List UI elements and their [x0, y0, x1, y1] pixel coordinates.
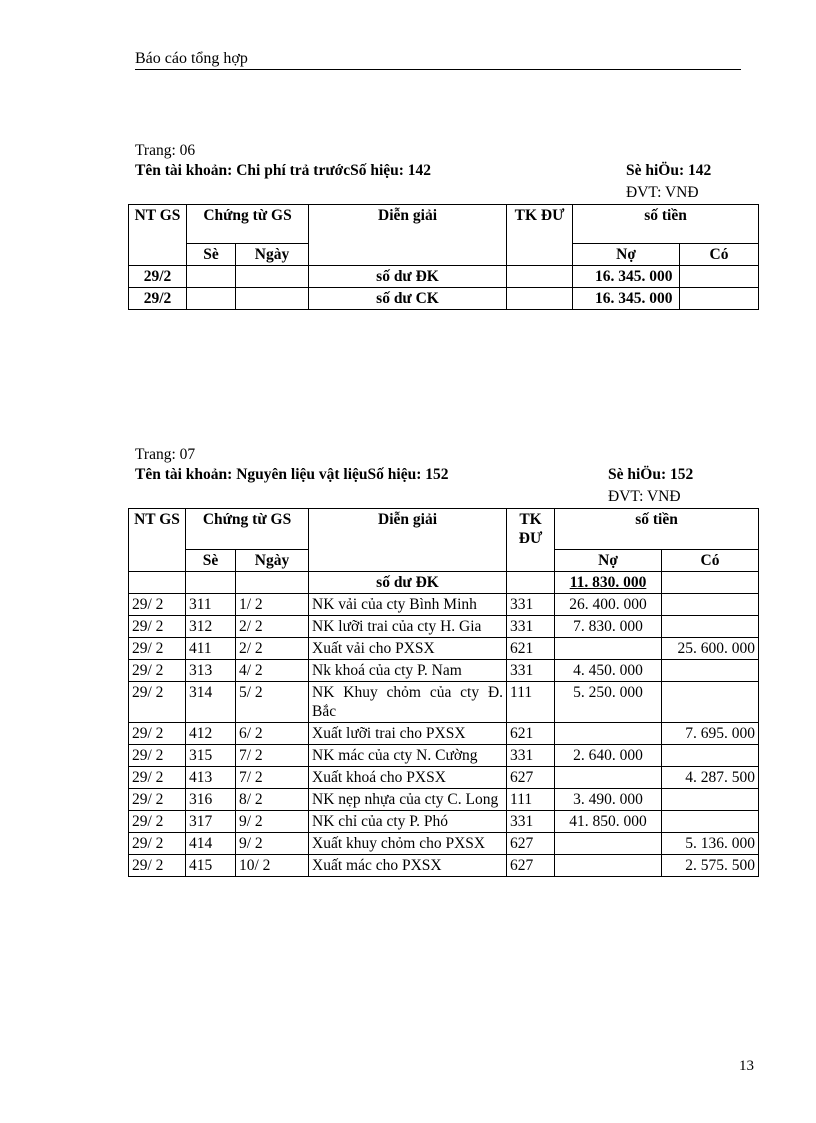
cell-co	[662, 659, 759, 681]
cell-tk: 621	[507, 637, 555, 659]
cell-dien-giai: Nk khoá của cty P. Nam	[309, 659, 507, 681]
ledger2-header-nt: NT GS	[129, 509, 186, 550]
ledger2-header-no: Nợ	[555, 549, 662, 571]
ledger1-account-code: Sè hiÖu: 142	[626, 162, 712, 179]
cell-dien-giai: Xuất mác cho PXSX	[309, 854, 507, 876]
cell-co	[680, 288, 759, 310]
cell-no: 4. 450. 000	[555, 659, 662, 681]
cell-tk: 111	[507, 681, 555, 722]
cell-nt: 29/ 2	[129, 681, 186, 722]
cell-no: 16. 345. 000	[573, 288, 680, 310]
ledger2-header-tk: TK ĐƯ	[507, 509, 555, 550]
cell-no	[555, 722, 662, 744]
cell-dien-giai: NK chỉ của cty P. Phó	[309, 810, 507, 832]
cell-ngay: 8/ 2	[236, 788, 309, 810]
cell-dien-giai: Xuất lưỡi trai cho PXSX	[309, 722, 507, 744]
cell-ngay: 10/ 2	[236, 854, 309, 876]
cell-so: 415	[186, 854, 236, 876]
ledger2-header-chungtu: Chứng từ GS	[186, 509, 309, 550]
cell-no	[555, 854, 662, 876]
table-row	[129, 744, 759, 766]
table-row	[129, 637, 759, 659]
cell-co	[662, 788, 759, 810]
ledger2-header-ngay: Ngày	[236, 549, 309, 571]
cell-dien-giai: số dư CK	[309, 288, 507, 310]
table-row	[129, 810, 759, 832]
cell-nt: 29/ 2	[129, 637, 186, 659]
cell-tk: 331	[507, 593, 555, 615]
cell-co: 4. 287. 500	[662, 766, 759, 788]
ledger2-header-nt-cont	[129, 549, 186, 571]
cell-dien-giai: NK mác của cty N. Cường	[309, 744, 507, 766]
cell-ngay: 2/ 2	[236, 637, 309, 659]
cell-no: 26. 400. 000	[555, 593, 662, 615]
cell-nt: 29/ 2	[129, 659, 186, 681]
cell-ngay: 9/ 2	[236, 832, 309, 854]
cell-nt: 29/ 2	[129, 810, 186, 832]
cell-no: 2. 640. 000	[555, 744, 662, 766]
cell-tk: 621	[507, 722, 555, 744]
ledger1-account-line: Tên tài khoản: Chi phí trả trướcSố hiệu: 142	[135, 162, 432, 179]
ledger2-table	[128, 508, 759, 877]
ledger2-account-code: Sè hiÖu: 152	[608, 466, 694, 483]
cell-co	[662, 615, 759, 637]
cell-co	[662, 681, 759, 722]
table-row	[129, 788, 759, 810]
cell-so: 316	[186, 788, 236, 810]
ledger2-header-tk-cont	[507, 549, 555, 571]
table-row	[129, 766, 759, 788]
cell-ngay: 9/ 2	[236, 810, 309, 832]
cell-dien-giai: NK vải của cty Bình Minh	[309, 593, 507, 615]
cell-so: 312	[186, 615, 236, 637]
ledger2-header-so: Sè	[186, 549, 236, 571]
ledger2-body	[129, 593, 759, 876]
ledger2-header-co: Có	[662, 549, 759, 571]
cell-dien-giai: Xuất khuy chỏm cho PXSX	[309, 832, 507, 854]
cell-ngay: 1/ 2	[236, 593, 309, 615]
cell-so: 414	[186, 832, 236, 854]
ledger1-header-nt: NT GS	[129, 205, 187, 266]
ledger1-header-no: Nợ	[573, 244, 680, 266]
cell-nt: 29/2	[129, 288, 187, 310]
cell-dien-giai: NK Khuy chỏm của cty Đ. Bắc	[309, 681, 507, 722]
cell-tk	[507, 266, 573, 288]
cell-dien-giai: số dư ĐK	[309, 571, 507, 593]
cell-ngay: 7/ 2	[236, 744, 309, 766]
cell-tk: 331	[507, 810, 555, 832]
cell-co: 25. 600. 000	[662, 637, 759, 659]
cell-ngay: 5/ 2	[236, 681, 309, 722]
ledger1-table	[128, 204, 759, 310]
cell-so: 315	[186, 744, 236, 766]
cell-tk: 627	[507, 766, 555, 788]
cell-nt: 29/ 2	[129, 766, 186, 788]
cell-ngay: 2/ 2	[236, 615, 309, 637]
cell-so: 311	[186, 593, 236, 615]
cell-nt: 29/ 2	[129, 722, 186, 744]
cell-nt: 29/ 2	[129, 854, 186, 876]
cell-no: 11. 830. 000	[555, 571, 662, 593]
cell-dien-giai: NK nẹp nhựa của cty C. Long	[309, 788, 507, 810]
cell-co	[662, 593, 759, 615]
cell-no: 41. 850. 000	[555, 810, 662, 832]
cell-nt: 29/2	[129, 266, 187, 288]
cell-ngay: 7/ 2	[236, 766, 309, 788]
cell-nt: 29/ 2	[129, 615, 186, 637]
cell-tk: 627	[507, 854, 555, 876]
cell-no	[555, 832, 662, 854]
ledger2-unit: ĐVT: VNĐ	[608, 488, 681, 505]
ledger1-header-chungtu: Chứng từ GS	[187, 205, 309, 244]
cell-so: 314	[186, 681, 236, 722]
cell-nt: 29/ 2	[129, 744, 186, 766]
cell-so	[187, 288, 236, 310]
ledger1-header-sotien: số tiền	[573, 205, 759, 244]
cell-co	[680, 266, 759, 288]
table-row	[129, 832, 759, 854]
ledger1-header-tk: TK ĐƯ	[507, 205, 573, 266]
ledger2-page-label: Trang: 07	[135, 446, 196, 463]
ledger1-header-so: Sè	[187, 244, 236, 266]
cell-tk	[507, 288, 573, 310]
cell-nt: 29/ 2	[129, 788, 186, 810]
cell-no: 16. 345. 000	[573, 266, 680, 288]
ledger1-header-co: Có	[680, 244, 759, 266]
cell-co: 5. 136. 000	[662, 832, 759, 854]
cell-so: 317	[186, 810, 236, 832]
cell-no: 3. 490. 000	[555, 788, 662, 810]
cell-so	[187, 266, 236, 288]
cell-tk: 331	[507, 744, 555, 766]
cell-ngay: 6/ 2	[236, 722, 309, 744]
cell-tk: 331	[507, 659, 555, 681]
table-row	[129, 854, 759, 876]
cell-tk: 627	[507, 832, 555, 854]
cell-ngay	[236, 266, 309, 288]
cell-co	[662, 810, 759, 832]
ledger1-header-diengiai: Diễn giải	[309, 205, 507, 266]
cell-dien-giai: số dư ĐK	[309, 266, 507, 288]
table-row	[129, 615, 759, 637]
cell-tk: 111	[507, 788, 555, 810]
cell-so: 313	[186, 659, 236, 681]
cell-so: 411	[186, 637, 236, 659]
table-row-opening	[129, 571, 759, 593]
cell-nt: 29/ 2	[129, 593, 186, 615]
ledger1-page-label: Trang: 06	[135, 142, 196, 159]
cell-so: 412	[186, 722, 236, 744]
table-row	[129, 681, 759, 722]
cell-nt: 29/ 2	[129, 832, 186, 854]
cell-so: 413	[186, 766, 236, 788]
table-row	[129, 288, 759, 310]
cell-co	[662, 744, 759, 766]
ledger1-unit: ĐVT: VNĐ	[626, 184, 699, 201]
cell-co: 2. 575. 500	[662, 854, 759, 876]
table-row	[129, 659, 759, 681]
ledger1-header-ngay: Ngày	[236, 244, 309, 266]
cell-tk: 331	[507, 615, 555, 637]
cell-no: 7. 830. 000	[555, 615, 662, 637]
cell-co: 7. 695. 000	[662, 722, 759, 744]
page-number: 13	[739, 1058, 754, 1074]
cell-no	[555, 766, 662, 788]
cell-ngay: 4/ 2	[236, 659, 309, 681]
table-row	[129, 722, 759, 744]
table-row	[129, 266, 759, 288]
cell-dien-giai: Xuất khoá cho PXSX	[309, 766, 507, 788]
ledger2-header-diengiai: Diễn giải	[309, 509, 507, 572]
cell-ngay	[236, 288, 309, 310]
cell-no: 5. 250. 000	[555, 681, 662, 722]
cell-no	[555, 637, 662, 659]
cell-dien-giai: NK lưỡi trai của cty H. Gia	[309, 615, 507, 637]
ledger2-header-sotien: số tiền	[555, 509, 759, 550]
table-row	[129, 593, 759, 615]
ledger2-account-line: Tên tài khoản: Nguyên liệu vật liệuSố hiệu: 152	[135, 466, 449, 483]
report-header: Báo cáo tổng hợp	[135, 50, 741, 70]
cell-dien-giai: Xuất vải cho PXSX	[309, 637, 507, 659]
